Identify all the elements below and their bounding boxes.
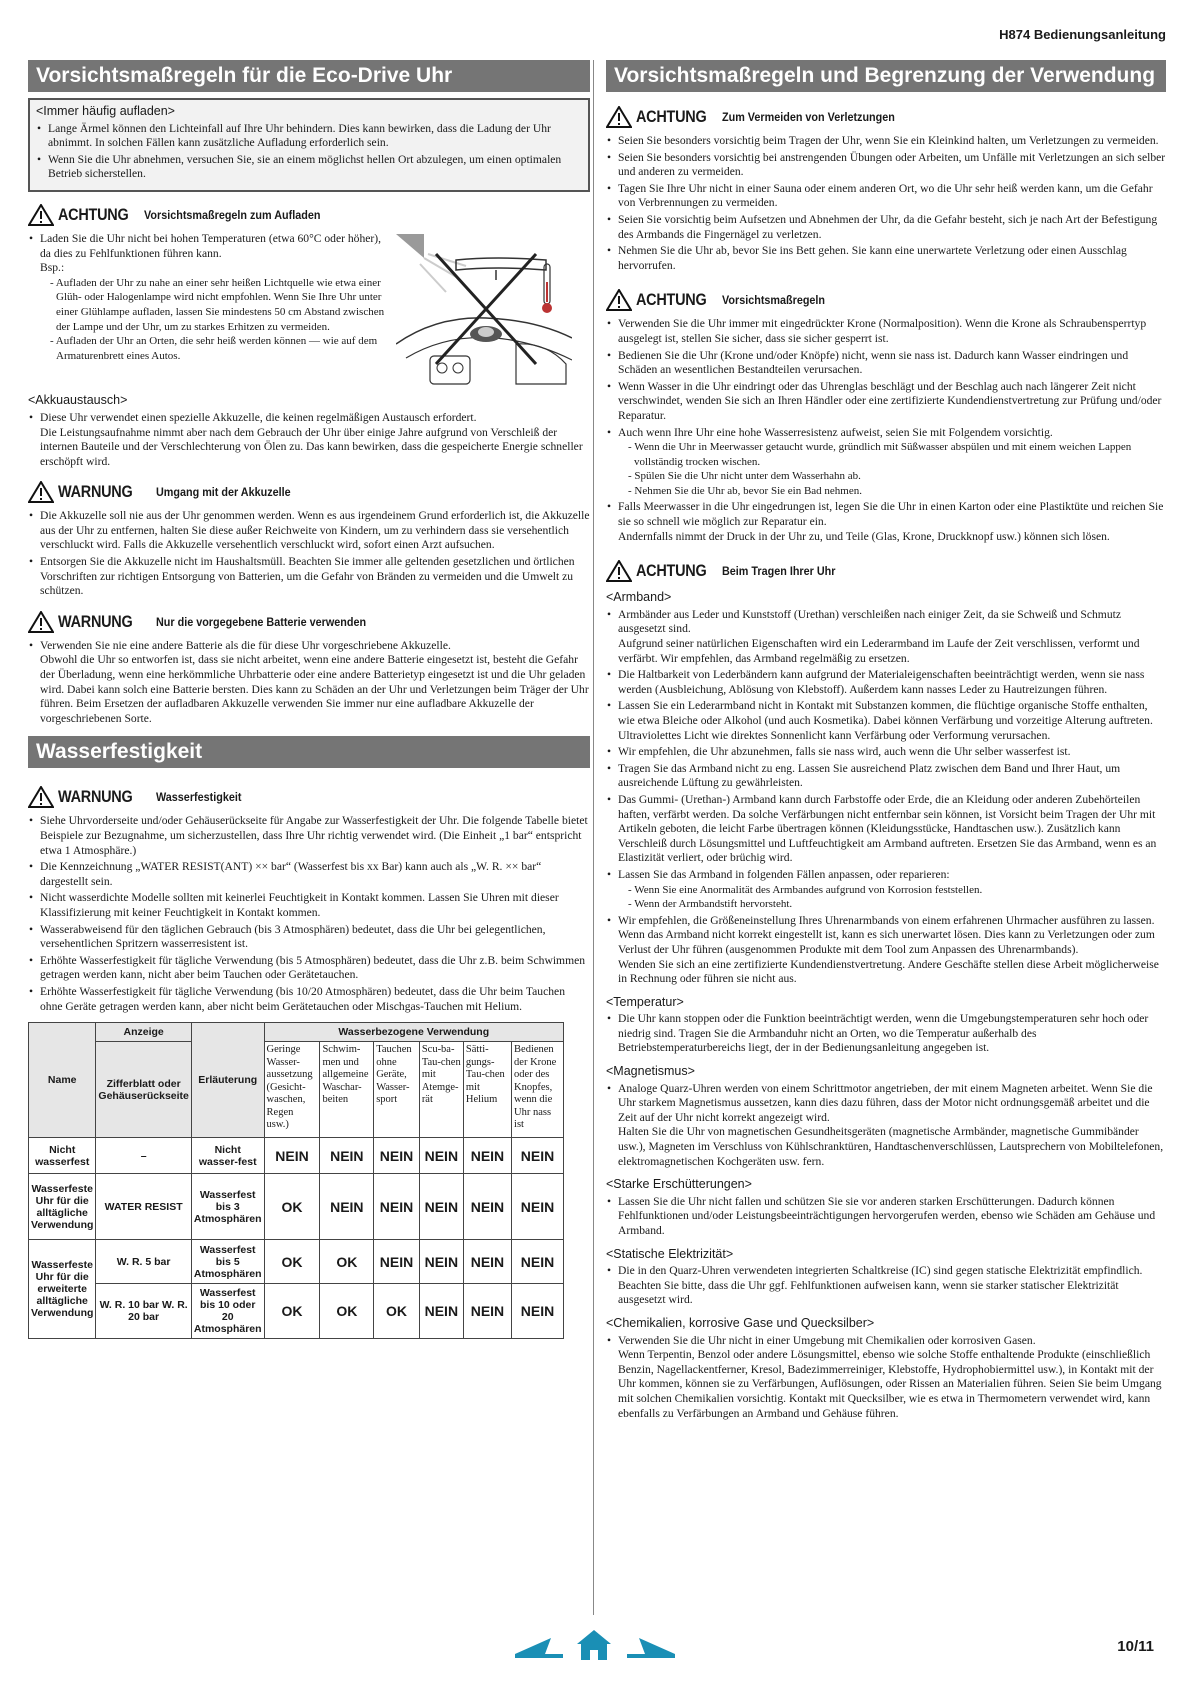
caution-heading-wearing (606, 560, 1166, 582)
caution-word: ACHTUNG (636, 560, 707, 580)
section-title-precautions: Vorsichtsmaßregeln und Begrenzung der Verwendung (606, 60, 1166, 92)
list-item: • Die Haltbarkeit von Lederbändern kann aufgrund der Materialeigenschaften beeinträchtigt werden, wenn sie nass werden (Ausbleichung, Ablösung von Klebstoff). Außerdem kann nasses Leder zu Hautreizungen führen. (606, 668, 1166, 697)
table-header-use-item: Sätti-gungs-Tau-chen mit Helium (463, 1042, 511, 1138)
temperature-heading: <Temperatur> (606, 994, 684, 1009)
table-header-explanation: Erläuterung (191, 1023, 264, 1138)
table-cell-value: NEIN (512, 1174, 564, 1240)
list-item: • Die Kennzeichnung „WATER RESIST(ANT) ×× bar“ (Wasserfest bis xx Bar) kann auch als „W. R. ×× bar“ dargestellt sein. (28, 860, 590, 889)
warning-triangle-icon (606, 560, 632, 582)
table-cell-value: NEIN (374, 1240, 420, 1284)
list-item: • Seien Sie vorsichtig beim Aufsetzen und Abnehmen der Uhr, da die Gefahr besteht, sich je nach Art der Befestigung des Armbands die Fingernägel zu verletzen. (606, 213, 1166, 242)
table-cell-value: NEIN (463, 1138, 511, 1174)
table-cell-value: NEIN (419, 1174, 463, 1240)
arrow-left-icon[interactable] (515, 1634, 565, 1658)
table-header-use-item: Bedienen der Krone oder des Knopfes, wenn die Uhr nass ist (512, 1042, 564, 1138)
list-item: • Erhöhte Wasserfestigkeit für tägliche Verwendung (bis 5 Atmosphären) bedeutet, dass die Uhr z.B. beim Schwimmen getragen werden kann, nicht aber beim Tauchen oder Gerätetauchen. (28, 954, 590, 983)
list-item: • Die Uhr kann stoppen oder die Funktion beeinträchtigt werden, wenn die Umgebungstemperaturen sehr hoch oder niedrig sind. Tragen Sie die Armbanduhr nicht an Orten, wo die Temperatur außerhalb des Betriebstemperaturbereichs liegt, der in der Bedienungsanleitung angegeben ist. (606, 1012, 1166, 1056)
caution-topic: Zum Vermeiden von Verletzungen (722, 109, 895, 124)
list-item: • Lassen Sie ein Lederarmband nicht in Kontakt mit Substanzen kommen, die flüchtige organische Stoffe enthalten, wie etwa Bleiche oder Alkohol (und auch Kosmetika). Dabei können Verfärbung und vorzeitige Alterung auftreten. Ultraviolettes Licht wie direktes Sonnenlicht kann Verfärbung oder Verformung verursachen. (606, 699, 1166, 743)
table-cell-name: Wasserfeste Uhr für die alltägliche Verwendung (29, 1174, 96, 1240)
warning-heading-handling (28, 481, 590, 503)
warning-topic: Nur die vorgegebene Batterie verwenden (156, 614, 367, 629)
table-cell-name: Nicht wasserfest (29, 1138, 96, 1174)
table-cell-value: NEIN (320, 1174, 374, 1240)
list-item: • Lassen Sie das Armband in folgenden Fällen anpassen, oder reparieren: - Wenn Sie eine Anormalität des Armbandes aufgrund von Korrosion feststellen. - Wenn der Armbandstift hervorsteht. (606, 868, 1166, 912)
caution-heading-injury (606, 106, 1166, 128)
list-item: • Tagen Sie Ihre Uhr nicht in einer Sauna oder einem anderen Ort, wo die Uhr sehr heiß werden kann, um die Gefahr von Verbrennungen zu vermeiden. (606, 182, 1166, 211)
list-item: • Analoge Quarz-Uhren werden von einem Schrittmotor angetrieben, der mit einem Magneten arbeitet. Wenn Sie die Uhr starkem Magnetismus aussetzen, kann dies dazu führen, dass der Motor nicht ordnungsgemäß arbeitet und die Zeit auf der Uhr nicht korrekt angezeigt wird. Halten Sie die Uhr von magnetischen Gesundheitsgeräten (magnetische Armbänder, magnetische Gummibänder usw.), Magneten im Verschluss von Kühlschranktüren, Handtaschenverschlüssen, Lautsprechern von Mobiltelefonen, elektromagnetischen Kochgeräten usw. fern. (606, 1082, 1166, 1170)
band-heading: <Armband> (606, 590, 672, 605)
caution-word: ACHTUNG (636, 290, 707, 310)
table-cell-value: NEIN (374, 1174, 420, 1240)
list-item: • Laden Sie die Uhr nicht bei hohen Temperaturen (etwa 60°C oder höher), da dies zu Fehlfunktionen führen kann. Bsp.: - Aufladen der Uhr zu nahe an einer sehr heißen Lichtquelle wie etwa einer Glüh- oder Halogenlampe wird nicht empfohlen. Wenn Sie Ihre Uhr unter einer Glühlampe aufladen, lassen Sie mindestens 50 cm Abstand zwischen der Lampe und der Uhr, um zu starkes Erhitzen zu vermeiden. - Aufladen der Uhr an Orten, die sehr heiß werden können — wie auf dem Armaturenbrett eines Autos. (28, 232, 388, 363)
list-item: • Wenn Wasser in die Uhr eindringt oder das Uhrenglas beschlägt und der Beschlag auch nach längerer Zeit nicht verschwindet, wenden Sie sich an Ihren Händler oder eine zertifizierte Kundendienstvertretung zur Prüfung und/oder Reparatur. (606, 380, 1166, 424)
warning-triangle-icon (28, 204, 54, 226)
caution-word: ACHTUNG (58, 204, 129, 224)
table-cell-value: OK (264, 1174, 320, 1240)
table-cell-dial: W. R. 10 bar W. R. 20 bar (96, 1284, 191, 1339)
home-icon[interactable] (577, 1630, 611, 1660)
table-cell-expl: Wasserfest bis 10 oder 20 Atmosphären (191, 1284, 264, 1339)
page-navigation (515, 1630, 675, 1660)
warning-triangle-icon (28, 481, 54, 503)
dash-item: - Wenn die Uhr in Meerwasser getaucht wurde, gründlich mit Süßwasser abspülen und mit einem weichen Lappen vollständig trocken wischen. (628, 441, 1132, 468)
caution-word: ACHTUNG (636, 106, 707, 126)
list-item: • Seien Sie besonders vorsichtig bei anstrengenden Übungen oder Arbeiten, um Unfälle mit Verletzungen an sich selber und anderen zu vermeiden. (606, 151, 1166, 180)
warning-triangle-icon (28, 611, 54, 633)
list-item: • Wenn Sie die Uhr abnehmen, versuchen Sie, sie an einem möglichst hellen Ort abzulegen, um einen optimalen Betrieb sicherstellen. (36, 153, 582, 182)
water-resistance-table (28, 1022, 564, 1339)
list-item: • Nicht wasserdichte Modelle sollten mit keinerlei Feuchtigkeit in Kontakt kommen. Lassen Sie Uhren mit dieser Klassifizierung mit keiner Feuchtigkeit in Kontakt kommen. (28, 891, 590, 920)
table-header-use-item: Schwim-men und allgemeine Waschar-beiten (320, 1042, 374, 1138)
table-header-display: Anzeige (96, 1023, 191, 1042)
table-cell-value: OK (320, 1240, 374, 1284)
dash-item: - Spülen Sie die Uhr nicht unter dem Wasserhahn ab. (628, 470, 861, 483)
dash-item: - Aufladen der Uhr zu nahe an einer sehr heißen Lichtquelle wie etwa einer Glüh- oder Halogenlampe wird nicht empfohlen. Wenn Sie Ihre Uhr unter einer Glühlampe aufladen, lassen Sie mindestens 50 cm Abstand zwischen der Lampe und der Uhr, um zu starkes Erhitzen zu vermeiden. (50, 276, 385, 333)
list-item: • Verwenden Sie die Uhr nicht in einer Umgebung mit Chemikalien oder korrosiven Gasen. Wenn Terpentin, Benzol oder andere Lösungsmittel, ebenso wie solche Stoffe enthaltende Produkte (einschließlich Benzin, Nagellackentferner, Kresol, Badezimmerreiniger, Klebstoffe, Hydrophobiermittel usw.), in Kontakt mit der Uhr kommen, können sie zu Verfärbungen, Auflösungen, oder Rissen an Materialien führen. Seien Sie beim Umgang mit solchen Chemikalien vorsichtig. Kontakt mit Quecksilber, wie es etwa in Thermometern verwendet wird, kann ebenfalls zu Verfärbungen an Armband und Gehäuse führen. (606, 1334, 1166, 1422)
table-cell-dial: WATER RESIST (96, 1174, 191, 1240)
dash-item: - Wenn Sie eine Anormalität des Armbandes aufgrund von Korrosion feststellen. (628, 883, 983, 896)
table-cell-value: NEIN (512, 1284, 564, 1339)
charging-note-box (28, 98, 590, 192)
manual-label: H874 Bedienungsanleitung (999, 27, 1166, 42)
table-cell-value: NEIN (264, 1138, 320, 1174)
shock-heading: <Starke Erschütterungen> (606, 1177, 752, 1192)
magnetism-heading: <Magnetismus> (606, 1064, 695, 1079)
table-cell-expl: Wasserfest bis 5 Atmosphären (191, 1240, 264, 1284)
list-item: • Verwenden Sie die Uhr immer mit eingedrückter Krone (Normalposition). Wenn die Krone als Schraubensperrtyp ausgelegt ist, stellen Sie sicher, dass sie sicher gesperrt ist. (606, 317, 1166, 346)
warning-topic: Wasserfestigkeit (156, 790, 242, 805)
table-cell-expl: Nicht wasser-fest (191, 1138, 264, 1174)
table-cell-dial: W. R. 5 bar (96, 1240, 191, 1284)
table-header-use-item: Scu-ba-Tau-chen mit Atemge-rät (419, 1042, 463, 1138)
list-item: • Diese Uhr verwendet einen spezielle Akkuzelle, die keinen regelmäßigen Austausch erfordert. Die Leistungsaufnahme nimmt aber nach dem Gebrauch der Uhr über einige Jahre aufgrund von Verschleiß der internen Bauteile und der Verschlechterung von Ölen zu. Das kann bewirken, dass die gespeicherte Energie schneller erschöpft wird. (28, 411, 590, 469)
table-cell-value: OK (320, 1284, 374, 1339)
dash-item: - Nehmen Sie die Uhr ab, bevor Sie ein Bad nehmen. (628, 484, 862, 497)
table-row (29, 1240, 564, 1284)
example-label: Bsp.: (40, 261, 65, 275)
box-heading: <Immer häufig aufladen> (36, 104, 175, 118)
section-title-water: Wasserfestigkeit (28, 736, 590, 768)
warning-triangle-icon (606, 106, 632, 128)
table-header-use-item: Geringe Wasser-aussetzung (Gesicht-waschen, Regen usw.) (264, 1042, 320, 1138)
list-item: • Falls Meerwasser in die Uhr eingedrungen ist, legen Sie die Uhr in einen Karton oder eine Plastiktüte und reichen Sie sie so schnell wie möglich zur Reparatur ein. Andernfalls nimmt der Druck in der Uhr zu, und Teile (Glas, Krone, Druckknopf usw.) können sich lösen. (606, 500, 1166, 544)
list-item: • Die Akkuzelle soll nie aus der Uhr genommen werden. Wenn es aus irgendeinem Grund erforderlich ist, die Akkuzelle aus der Uhr zu entfernen, halten Sie diese außer Reichweite von Kindern, um zu verhindern dass sie versehentlich verschluckt wird. Falls die Akkuzelle versehentlich verschluckt wird, sofort einen Arzt aufsuchen. (28, 509, 590, 553)
caution-heading-charging (28, 204, 590, 226)
table-header-use-item: Tauchen ohne Geräte, Wasser-sport (374, 1042, 420, 1138)
list-item: • Erhöhte Wasserfestigkeit für tägliche Verwendung (bis 10/20 Atmosphären) bedeutet, dass die Uhr beim Tauchen ohne Geräte getragen werden kann, aber nicht beim Gerätetauchen oder Mischgas-Tauchen mit Helium. (28, 985, 590, 1014)
table-row (29, 1138, 564, 1174)
table-cell-value: NEIN (463, 1240, 511, 1284)
battery-heading: <Akkuaustausch> (28, 393, 128, 408)
table-header-use: Wasserbezogene Verwendung (264, 1023, 563, 1042)
caution-topic: Vorsichtsmaßregeln zum Aufladen (144, 207, 321, 222)
list-item: • Verwenden Sie nie eine andere Batterie als die für diese Uhr vorgeschriebene Akkuzelle. Obwohl die Uhr so entworfen ist, dass sie nicht arbeitet, wenn eine andere Batterie eingesetzt ist, besteht die Gefahr der Überladung, wenn eine herkömmliche Uhrbatterie oder eine andere Batterietyp eingesetzt ist und die Uhr geladen wird. Dabei kann solch eine Batterie bersten. Dies kann zu Schäden an der Uhr und Verletzungen beim Träger der Uhr führen. Beim Ersetzen der aufladbaren Akkuzelle verwenden Sie immer nur eine aufladbare Akkuzelle der vorgeschriebenen Sorte. (28, 639, 590, 727)
list-item: • Wir empfehlen, die Größeneinstellung Ihres Uhrenarmbands von einem erfahrenen Uhrmacher ausführen zu lassen. Wenn das Armband nicht korrekt eingestellt ist, kann es sich unerwartet lösen. Dies kann zu Verletzungen oder zum Verlust der Uhr führen (ausgenommen Produkte mit dem Tool zum Anpassen des Uhrenarmbands). Wenden Sie sich an eine zertifizierte Kundendienstvertretung. Andere Geschäfte stellen diese Arbeit möglicherweise in Rechnung oder führen sie nicht aus. (606, 914, 1166, 987)
table-cell-value: NEIN (320, 1138, 374, 1174)
warning-word: WARNUNG (58, 611, 133, 631)
table-cell-value: NEIN (512, 1138, 564, 1174)
warning-word: WARNUNG (58, 787, 133, 807)
chemicals-heading: <Chemikalien, korrosive Gase und Quecksilber> (606, 1315, 875, 1330)
table-cell-value: NEIN (419, 1240, 463, 1284)
dash-item: - Wenn der Armbandstift hervorsteht. (628, 898, 793, 911)
caution-heading-precautions (606, 289, 1166, 311)
table-cell-expl: Wasserfest bis 3 Atmosphären (191, 1174, 264, 1240)
table-row (29, 1284, 564, 1339)
list-item: • Das Gummi- (Urethan-) Armband kann durch Farbstoffe oder Erde, die an Kleidung oder anderen Zubehörteilen haften, verfärbt werden. Da solche Verfärbungen nicht entfernbar sein können, ist Vorsicht beim Tragen der Uhr mit Artikeln geboten, die leicht Farbe übertragen können (Kleidungsstücke, Handtaschen usw.). Zusätzlich kann Verschleiß durch Lösungsmittel und Luftfeuchtigkeit am Armband auftreten. Ersetzen Sie das Armband, wenn es an Elastizität verliert, oder brüchig wird. (606, 793, 1166, 866)
list-item: • Siehe Uhrvorderseite und/oder Gehäuserückseite für Angabe zur Wasserfestigkeit der Uhr. Die folgende Tabelle bietet Beispiele zur Bezugnahme, um sicherzustellen, dass Ihre Uhr richtig verwendet wird. (Die Einheit „1 bar“ entspricht etwa 1 Atmosphäre.) (28, 814, 590, 858)
arrow-right-icon[interactable] (625, 1634, 675, 1658)
table-cell-value: NEIN (512, 1240, 564, 1284)
column-divider (593, 60, 594, 1615)
list-item: • Nehmen Sie die Uhr ab, bevor Sie ins Bett gehen. Sie kann eine unerwartete Verletzung oder einen Ausschlag hervorrufen. (606, 244, 1166, 273)
list-item: • Seien Sie besonders vorsichtig beim Tragen der Uhr, wenn Sie ein Kleinkind halten, um Verletzungen zu vermeiden. (606, 134, 1166, 149)
caution-topic: Beim Tragen Ihrer Uhr (722, 563, 836, 578)
right-column (606, 60, 1166, 1423)
table-cell-value: OK (264, 1284, 320, 1339)
table-header-name: Name (29, 1023, 96, 1138)
list-item: • Bedienen Sie die Uhr (Krone und/oder Knöpfe) nicht, wenn sie nass ist. Dadurch kann Wasser eindringen und Schäden an wesentlichen Bestandteilen verursachen. (606, 349, 1166, 378)
list-item: • Tragen Sie das Armband nicht zu eng. Lassen Sie ausreichend Platz zwischen dem Band und Ihrer Haut, um ausreichende Lüftung zu gewährleisten. (606, 762, 1166, 791)
list-item: • Auch wenn Ihre Uhr eine hohe Wasserresistenz aufweist, seien Sie mit Folgendem vorsichtig. - Wenn die Uhr in Meerwasser getaucht wurde, gründlich mit Süßwasser abspülen und mit einem weichen Lappen vollständig trocken wischen. - Spülen Sie die Uhr nicht unter dem Wasserhahn ab. - Nehmen Sie die Uhr ab, bevor Sie ein Bad nehmen. (606, 426, 1166, 499)
table-cell-value: OK (374, 1284, 420, 1339)
warning-triangle-icon (606, 289, 632, 311)
page-number: 10/11 (1117, 1638, 1154, 1655)
section-title-eco-drive: Vorsichtsmaßregeln für die Eco-Drive Uhr (28, 60, 590, 92)
car-dashboard-illustration (396, 234, 572, 386)
left-column (28, 60, 590, 1339)
warning-triangle-icon (28, 786, 54, 808)
warning-heading-battery (28, 611, 590, 633)
table-cell-value: NEIN (374, 1138, 420, 1174)
warning-word: WARNUNG (58, 481, 133, 501)
list-item: • Die in den Quarz-Uhren verwendeten integrierten Schaltkreise (IC) sind gegen statische Elektrizität empfindlich. Beachten Sie bitte, dass die Uhr ggf. Fehlfunktionen aufweisen kann, wenn sie starker statischer Elektrizität ausgesetzt wird. (606, 1264, 1166, 1308)
list-item: • Lange Ärmel können den Lichteinfall auf Ihre Uhr behindern. Dies kann bewirken, dass die Ladung der Uhr abnimmt. In solchen Fällen kann zusätzliche Aufladung erforderlich sein. (36, 122, 582, 151)
table-cell-dial: – (96, 1138, 191, 1174)
list-item: • Wir empfehlen, die Uhr abzunehmen, falls sie nass wird, auch wenn die Uhr selber wasserfest ist. (606, 745, 1166, 760)
table-cell-value: NEIN (463, 1174, 511, 1240)
table-cell-name: Wasserfeste Uhr für die erweiterte alltägliche Verwendung (29, 1240, 96, 1339)
table-cell-value: NEIN (463, 1284, 511, 1339)
list-item: • Entsorgen Sie die Akkuzelle nicht im Haushaltsmüll. Beachten Sie immer alle geltenden gesetzlichen und örtlichen Vorschriften zur richtigen Entsorgung von Batterien, um die Gefahr von Bränden zu vermeiden und die Umwelt zu schützen. (28, 555, 590, 599)
static-heading: <Statische Elektrizität> (606, 1246, 734, 1261)
list-item: • Armbänder aus Leder und Kunststoff (Urethan) verschleißen nach einiger Zeit, da sie Schweiß und Schmutz ausgesetzt sind. Aufgrund seiner natürlichen Eigenschaften wird ein Lederarmband im Laufe der Zeit verschlissen, verformt und verfärbt. Wir empfehlen, das Armband regelmäßig zu ersetzen. (606, 608, 1166, 666)
table-cell-value: OK (264, 1240, 320, 1284)
dash-item: - Aufladen der Uhr an Orten, die sehr heiß werden können — wie auf dem Armaturenbrett eines Autos. (50, 335, 378, 362)
warning-topic: Umgang mit der Akkuzelle (156, 484, 291, 499)
warning-heading-water (28, 786, 590, 808)
charging-block (28, 232, 590, 363)
table-row (29, 1174, 564, 1240)
list-item: • Wasserabweisend für den täglichen Gebrauch (bis 3 Atmosphären) bedeutet, dass die Uhr bei gelegentlichen, versehentlichen Spritzern wasserresistent ist. (28, 923, 590, 952)
table-header-dial: Zifferblatt oder Gehäuserückseite (96, 1042, 191, 1138)
caution-topic: Vorsichtsmaßregeln (722, 293, 826, 308)
table-cell-value: NEIN (419, 1284, 463, 1339)
list-item: • Lassen Sie die Uhr nicht fallen und schützen Sie sie vor anderen starken Erschütterungen. Dadurch können Fehlfunktionen und/oder Leistungsbeeinträchtigungen hervorgerufen werden, ebenso wie Schäden am Gehäuse und Armband. (606, 1195, 1166, 1239)
table-cell-value: NEIN (419, 1138, 463, 1174)
